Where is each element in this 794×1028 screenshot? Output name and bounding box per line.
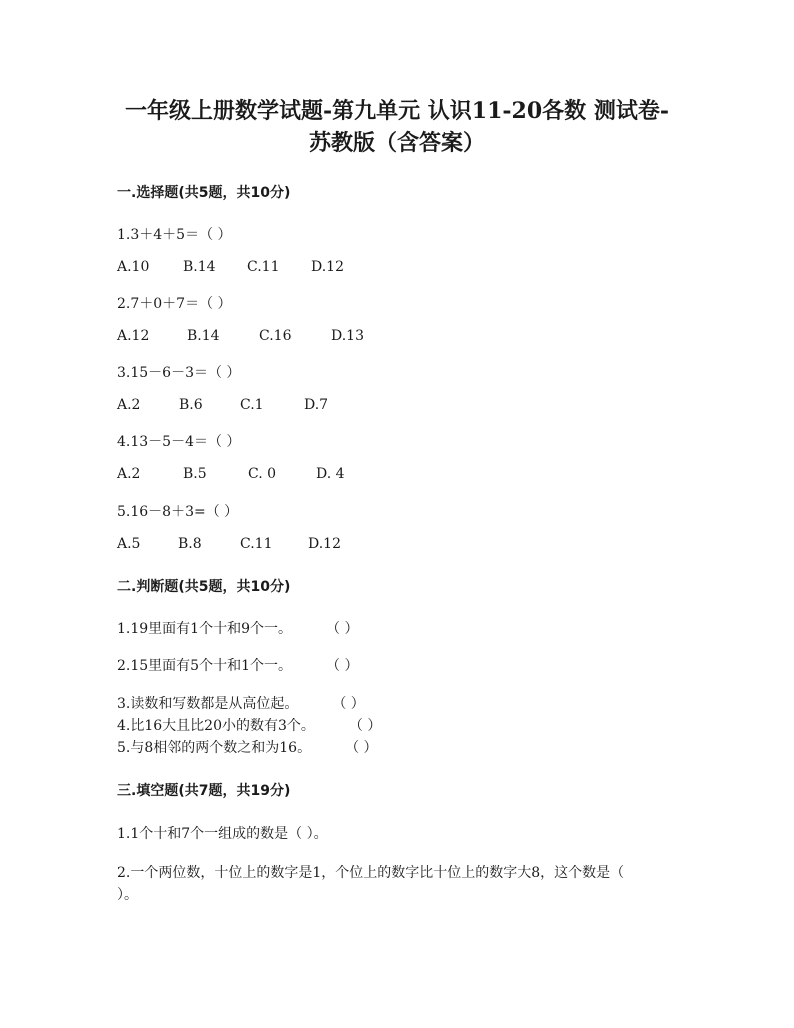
option: C.11 [240,536,273,552]
judgement-item [117,618,358,638]
option: C.11 [247,259,280,275]
judgement-text: 3.读数和写数都是从高位起。 [117,696,299,712]
option: A.10 [117,259,150,275]
option: A.2 [117,397,141,413]
option: B.14 [183,259,216,275]
fill-in-item: 2.一个两位数，十位上的数字是1，个位上的数字比十位上的数字大8，这个数是（ [117,865,625,881]
answer-blank: （ ） [345,740,378,756]
judgement-text: 4.比16大且比20小的数有3个。 [117,718,315,734]
option: D.13 [331,328,364,344]
judgement-item [117,655,358,675]
fill-in-item-continuation: ）。 [117,887,138,903]
answer-blank: （ ） [348,718,382,734]
option: C. 0 [248,466,277,482]
option: C.1 [240,397,264,413]
page-title-line-1: 一年级上册数学试题-第九单元 认识11-20各数 测试卷- [125,98,669,124]
options-row [117,397,328,413]
option: B.14 [187,328,220,344]
option: D.12 [308,536,341,552]
option: A.2 [117,466,141,482]
question-text: 2.7＋0＋7＝（ ） [117,296,232,312]
option: B.6 [179,397,203,413]
judgement-text: 2.15里面有5个十和1个一。 [117,658,292,674]
options-row [117,536,341,552]
judgement-item [117,715,381,735]
option: C.16 [259,328,292,344]
judgement-text: 5.与8相邻的两个数之和为16。 [117,740,312,756]
section-heading-choice: 一.选择题(共5题，共10分) [117,185,291,201]
judgement-item [117,693,365,713]
option: B.8 [178,536,202,552]
option: D.12 [311,259,344,275]
options-row [117,466,345,482]
answer-blank: （ ） [332,696,365,712]
options-row [117,328,364,344]
question-text: 4.13－5－4＝（ ） [117,434,241,450]
judgement-item [117,737,378,757]
answer-blank: （ ） [326,621,359,637]
option: A.5 [117,536,141,552]
question-text: 1.3＋4＋5＝（ ） [117,227,232,243]
question-text: 5.16－8＋3=（ ） [117,504,239,520]
option: A.12 [117,328,150,344]
page-title-line-2: 苏教版（含答案） [308,130,485,156]
section-heading-judgement: 二.判断题(共5题，共10分) [117,579,291,595]
option: D. 4 [316,466,345,482]
fill-in-item: 1.1个十和7个一组成的数是（ ）。 [117,826,328,842]
option: B.5 [183,466,207,482]
option: D.7 [304,397,329,413]
question-text: 3.15－6－3＝（ ） [117,365,241,381]
answer-blank: （ ） [326,658,359,674]
section-heading-fill-in: 三.填空题(共7题，共19分) [117,783,291,799]
options-row [117,259,344,275]
judgement-text: 1.19里面有1个十和9个一。 [117,621,292,637]
